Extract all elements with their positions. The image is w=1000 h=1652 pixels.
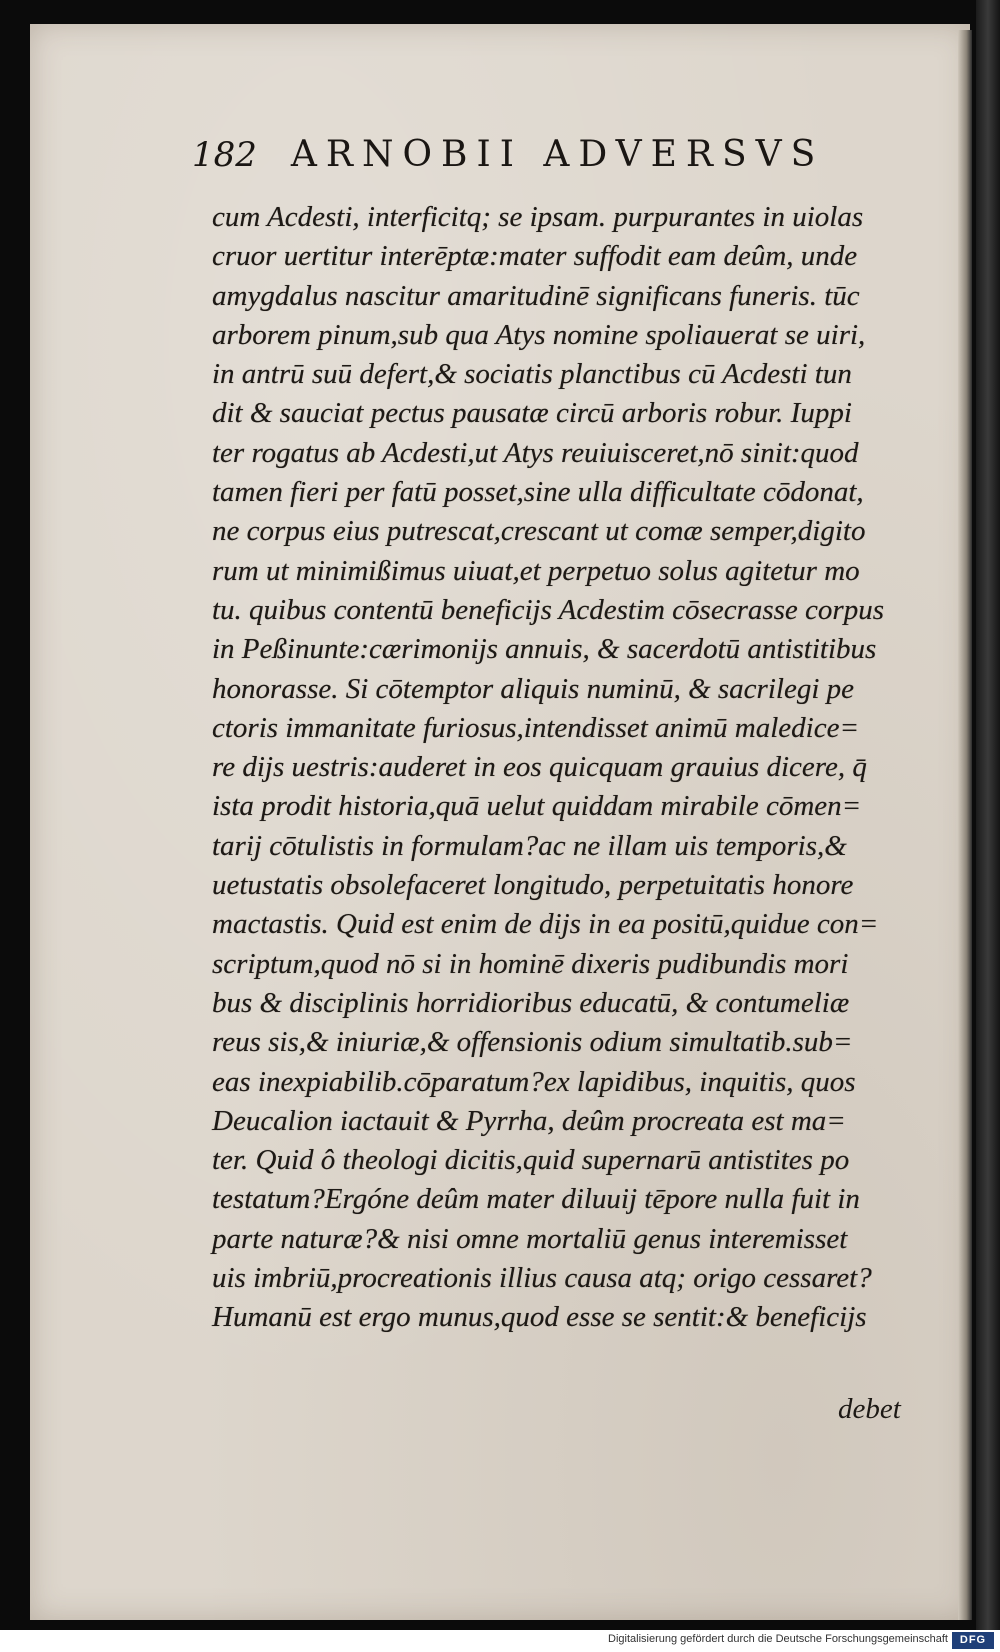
text-line: mactastis. Quid est enim de dijs in ea positū,quidue con= <box>212 908 879 941</box>
text-line: honorasse. Si cōtemptor aliquis numinū, & sacrilegi pe <box>212 672 854 705</box>
text-line: Deucalion iactauit & Pyrrha, deûm procreata est ma= <box>212 1104 846 1137</box>
funding-credit: Digitalisierung gefördert durch die Deutsche Forschungsgemeinschaft <box>608 1633 948 1645</box>
text-line: rum ut minimißimus uiuat,et perpetuo solus agitetur mo <box>212 554 860 587</box>
text-line: eas inexpiabilib.cōparatum?ex lapidibus, inquitis, quos <box>212 1065 856 1098</box>
text-line: tarij cōtulistis in formulam?ac ne illam uis temporis,& <box>212 829 847 862</box>
catchword: debet <box>838 1393 901 1425</box>
page-edge-shadow <box>958 30 972 1620</box>
page-number: 182 <box>192 135 257 175</box>
text-line: uetustatis obsolefaceret longitudo, perpetuitatis honore <box>212 869 854 902</box>
text-line: ter. Quid ô theologi dicitis,quid supernarū antistites po <box>212 1144 850 1177</box>
text-line: ista prodit historia,quā uelut quiddam mirabile cōmen= <box>212 790 862 823</box>
text-line: arborem pinum,sub qua Atys nomine spoliauerat se uiri, <box>212 318 866 351</box>
text-line: cruor uertitur interēptæ:mater suffodit eam deûm, unde <box>212 240 858 273</box>
text-line: tamen fieri per fatū posset,sine ulla difficultate cōdonat, <box>212 476 864 509</box>
text-line: in antrū suū defert,& sociatis planctibus cū Acdesti tun <box>212 358 852 391</box>
text-line: ctoris immanitate furiosus,intendisset animū maledice= <box>212 711 860 744</box>
body-text <box>212 198 912 1338</box>
text-line: re dijs uestris:auderet in eos quicquam grauius dicere, q̄ <box>212 751 867 784</box>
text-line: ne corpus eius putrescat,crescant ut comæ semper,digito <box>212 515 866 548</box>
digitization-footer <box>0 1630 1000 1652</box>
book-spine-edge <box>976 0 1000 1630</box>
text-line: parte naturæ?& nisi omne mortaliū genus interemisset <box>212 1222 848 1255</box>
text-line: dit & sauciat pectus pausatæ circū arboris robur. Iuppi <box>212 397 852 430</box>
text-line: uis imbriū,procreationis illius causa atq; origo cessaret? <box>212 1262 872 1295</box>
text-line: Humanū est ergo munus,quod esse se sentit:& beneficijs <box>212 1301 867 1334</box>
text-line: reus sis,& iniuriæ,& offensionis odium simultatib.sub= <box>212 1026 853 1059</box>
text-line: scriptum,quod nō si in hominē dixeris pudibundis mori <box>212 947 849 980</box>
dfg-logo: DFG <box>952 1632 994 1649</box>
text-line: amygdalus nascitur amaritudinē significans funeris. tūc <box>212 279 860 312</box>
text-line: bus & disciplinis horridioribus educatū, & contumeliæ <box>212 986 850 1019</box>
text-line: in Peßinunte:cærimonijs annuis, & sacerdotū antistitibus <box>212 633 877 666</box>
running-title: ARNOBII ADVERSVS <box>290 134 825 175</box>
text-line: testatum?Ergóne deûm mater diluuij tēpore nulla fuit in <box>212 1183 860 1216</box>
running-head <box>192 134 832 182</box>
text-line: ter rogatus ab Acdesti,ut Atys reuiuisceret,nō sinit:quod <box>212 436 859 469</box>
text-line: tu. quibus contentū beneficijs Acdestim cōsecrasse corpus <box>212 593 884 626</box>
text-line: cum Acdesti, interficitq; se ipsam. purpurantes in uiolas <box>212 201 864 233</box>
